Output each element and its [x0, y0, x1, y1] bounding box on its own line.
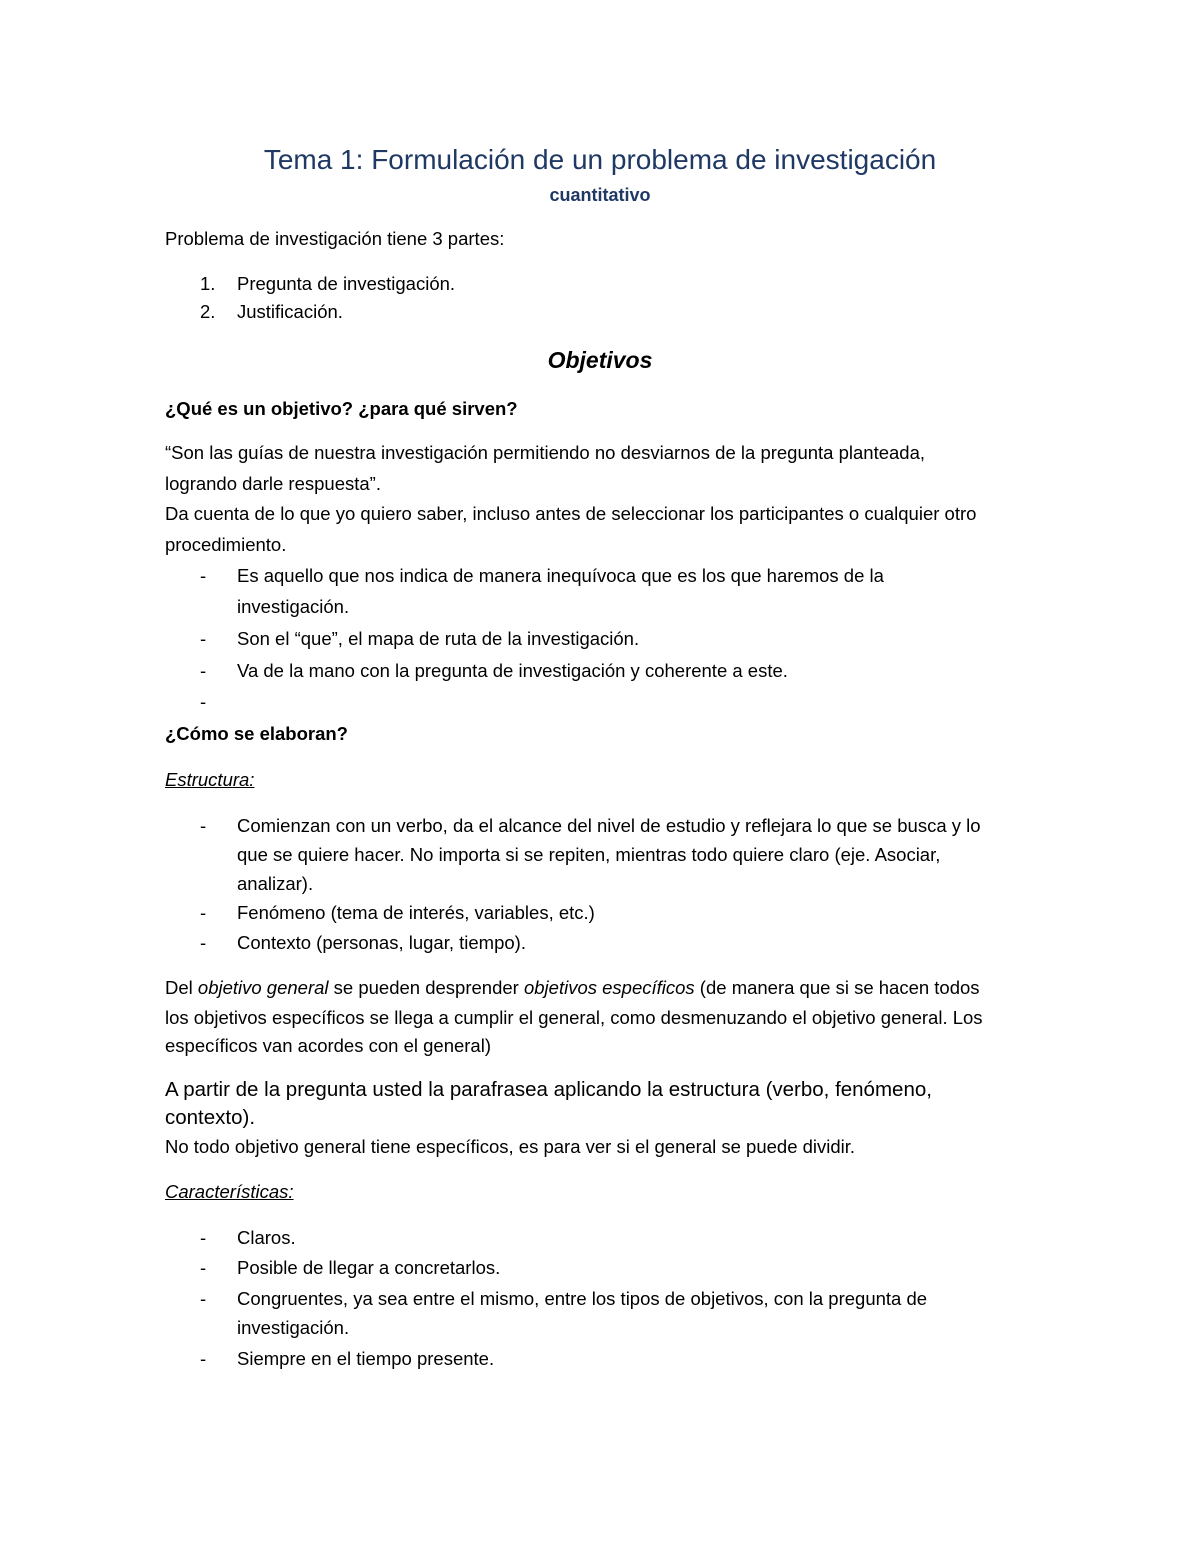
list-item-continuation: que se quiere hacer. No importa si se repiten, mientras todo quiere claro (eje. Asociar,	[237, 844, 941, 865]
list-item: Pregunta de investigación.	[237, 273, 456, 294]
page-title: Tema 1: Formulación de un problema de investigación	[263, 144, 937, 175]
paragraph-line: específicos van acordes con el general)	[165, 1035, 491, 1056]
list-item: Son el “que”, el mapa de ruta de la investigación.	[237, 628, 640, 649]
bullet-marker: -	[200, 1257, 207, 1278]
text-run: Del	[165, 977, 198, 998]
highlight-line: A partir de la pregunta usted la parafrasea aplicando la estructura (verbo, fenómeno,	[165, 1078, 932, 1101]
emphasis-objetivos-especificos: objetivos específicos	[523, 977, 695, 998]
paragraph-line: procedimiento.	[165, 534, 287, 555]
page-subtitle: cuantitativo	[549, 185, 651, 205]
bullet-marker: -	[200, 1227, 207, 1248]
paragraph-line: No todo objetivo general tiene específicos, es para ver si el general se puede dividir.	[165, 1136, 856, 1157]
bullet-marker: -	[200, 691, 207, 712]
estructura-label: Estructura:	[165, 769, 255, 790]
question-heading: ¿Cómo se elaboran?	[165, 723, 348, 744]
paragraph-line	[165, 972, 980, 1003]
bullet-marker: -	[200, 1348, 207, 1369]
text-run: se pueden desprender	[328, 977, 524, 998]
list-item: Contexto (personas, lugar, tiempo).	[237, 932, 526, 953]
bullet-marker: -	[200, 932, 207, 953]
list-item: Fenómeno (tema de interés, variables, etc.)	[237, 902, 595, 923]
bullet-marker: -	[200, 815, 207, 836]
intro-text: Problema de investigación tiene 3 partes:	[165, 228, 505, 249]
list-item: Congruentes, ya sea entre el mismo, entre los tipos de objetivos, con la pregunta de	[237, 1288, 928, 1309]
highlight-line: contexto).	[165, 1106, 256, 1129]
list-item: Siempre en el tiempo presente.	[237, 1348, 495, 1369]
list-item-continuation: analizar).	[237, 873, 314, 894]
paragraph-line: los objetivos específicos se llega a cumplir el general, como desmenuzando el objetivo general. Los	[165, 1007, 983, 1028]
list-item: Justificación.	[237, 301, 343, 322]
list-item: Claros.	[237, 1227, 296, 1248]
bullet-marker: -	[200, 660, 207, 681]
section-heading-objetivos: Objetivos	[547, 347, 653, 373]
bullet-marker: -	[200, 565, 207, 586]
list-item: Comienzan con un verbo, da el alcance del nivel de estudio y reflejara lo que se busca y lo	[237, 815, 981, 836]
bullet-marker: -	[200, 628, 207, 649]
text-run: (de manera que si se hacen todos	[694, 977, 980, 998]
list-item: Es aquello que nos indica de manera inequívoca que es los que haremos de la	[237, 565, 884, 586]
caracteristicas-label: Características:	[165, 1181, 294, 1202]
list-item-continuation: investigación.	[237, 1317, 350, 1338]
bullet-marker: -	[200, 1288, 207, 1309]
list-item: Va de la mano con la pregunta de investigación y coherente a este.	[237, 660, 788, 681]
emphasis-objetivo-general: objetivo general	[197, 977, 329, 998]
list-item-continuation: investigación.	[237, 596, 350, 617]
list-marker: 1.	[200, 273, 216, 294]
quote-line: logrando darle respuesta”.	[165, 473, 381, 494]
paragraph-line: Da cuenta de lo que yo quiero saber, incluso antes de seleccionar los participantes o cualquier otro	[165, 503, 977, 524]
quote-line: “Son las guías de nuestra investigación permitiendo no desviarnos de la pregunta planteada,	[165, 442, 926, 463]
bullet-marker: -	[200, 902, 207, 923]
list-item: Posible de llegar a concretarlos.	[237, 1257, 501, 1278]
question-heading: ¿Qué es un objetivo? ¿para qué sirven?	[165, 398, 518, 419]
list-marker: 2.	[200, 301, 216, 322]
